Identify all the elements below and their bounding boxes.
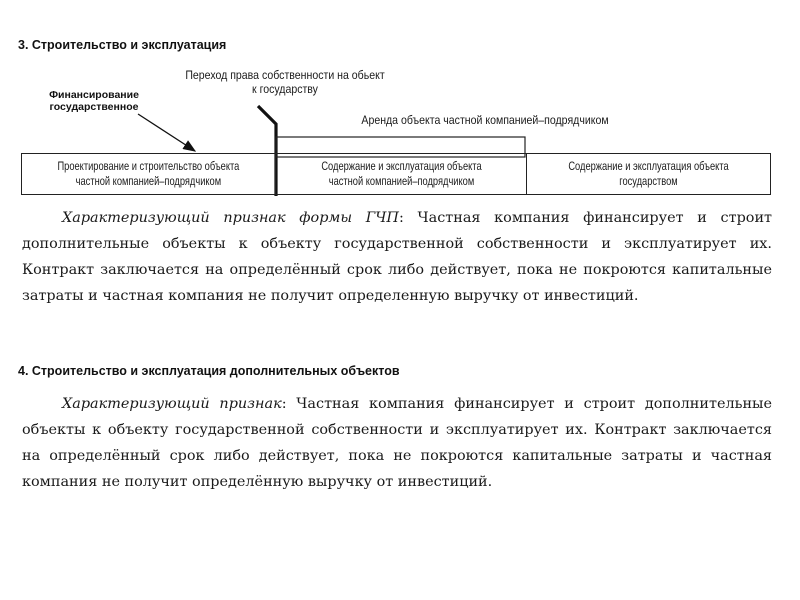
section-3-paragraph [22,205,772,309]
lease-label: Аренда объекта частной компанией–подрядчиком [361,113,609,127]
transfer-label-line1: Переход права собственности на обьект [185,68,385,82]
phase-box-state-operation [526,153,771,195]
financing-label [34,89,154,113]
financing-label-line2: государственное [49,101,139,113]
phase-box-private-operation [275,153,527,195]
section-3-paragraph-lead: Характеризующий признак формы ГЧП [62,210,399,226]
section-4-paragraph [22,391,772,495]
phase-box-1-line1: Проектирование и строительство объекта [57,159,240,173]
section-3-paragraph-text: : Частная компания финансирует и строит дополнительные объекты к объекту государственной собственности и эксплуатирует их. Контракт заключается на определённый срок либо действует, пока не покроются капитальные затраты и частная компания не получит определенную выручку от инвестиций. [22,210,773,304]
section-4-paragraph-text: : Частная компания финансирует и строит дополнительные объекты к объекту государственной собственности и эксплуатирует их. Контракт заключается на определённый срок либо действует, пока не покроются капитальные затраты и частная компания не получит определённую выручку от инвестиций. [22,396,773,490]
phase-box-3-line2: государством [619,174,678,188]
section-4-paragraph-lead: Характеризующий признак [62,396,282,412]
section-4-heading: 4. Строительство и эксплуатация дополнительных объектов [18,364,400,378]
section-3-heading: 3. Строительство и эксплуатация [18,38,227,52]
phase-box-3-line1: Содержание и эксплуатация объекта [568,159,729,173]
transfer-label-line2: к государству [252,82,318,96]
ppp-scheme-diagram [0,0,800,200]
phase-box-1-line2: частной компанией–подрядчиком [75,174,222,188]
financing-arrow [138,114,195,151]
financing-label-line1: Финансирование [49,89,139,101]
phase-box-2-line2: частной компанией–подрядчиком [328,174,474,188]
phase-box-2-line1: Содержание и эксплуатация объекта [320,159,482,173]
phase-box-design-build [21,153,276,195]
transfer-label [175,68,395,96]
